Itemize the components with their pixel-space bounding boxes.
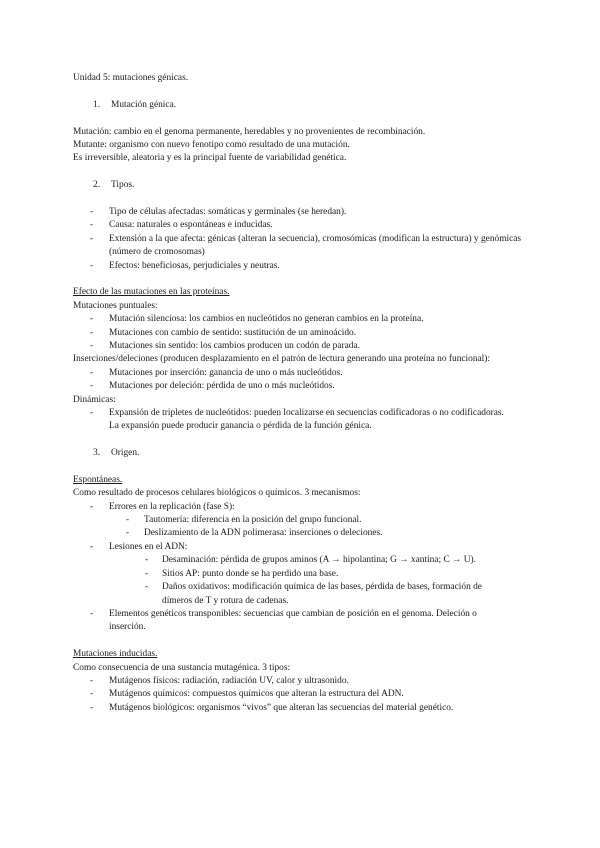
section-heading-2: 2. Tipos. xyxy=(93,180,135,191)
list-item: - Elementos genéticos transponibles: secuencias que cambian de posición en el genoma. Deleción o inserción. xyxy=(90,608,477,633)
section-heading-1: 1. Mutación génica. xyxy=(93,99,177,110)
section-heading-3: 3. Origen. xyxy=(93,448,140,459)
group-label: Como resultado de procesos celulares biológicos o químicos. 3 mecanismos: xyxy=(73,488,361,499)
list-item: - Causa: naturales o espontáneas e inducidas. xyxy=(90,220,273,231)
list-item: - Expansión de tripletes de nucleótidos: pueden localizarse en secuencias codificadoras o no codificadoras. La expansión puede producir ganancia o pérdida de la función génica. xyxy=(90,407,504,432)
subsection-heading: Mutaciones inducidas. xyxy=(73,649,158,660)
sub-list-item: - Deslizamiento de la ADN polimerasa: inserciones o deleciones. xyxy=(126,528,383,539)
group-label: Inserciones/deleciones (producen desplazamiento en el patrón de lectura generando una proteína no funcional): xyxy=(73,354,491,365)
list-item: - Errores en la replicación (fase S): xyxy=(90,501,235,512)
list-item: - Efectos: beneficiosas, perjudiciales y neutras. xyxy=(90,260,280,271)
list-item: - Mutación silenciosa: los cambios en nucleótidos no generan cambios en la proteína. xyxy=(90,314,424,325)
list-item: - Mutaciones por deleción: pérdida de uno o más nucleótidos. xyxy=(90,381,335,392)
list-item: - Mutágenos físicos: radiación, radiación UV, calor y ultrasonido. xyxy=(90,675,349,686)
group-label: Dinámicas: xyxy=(73,394,116,405)
sub-list-item: - Desaminación: pérdida de grupos aminos (A → hipolantina; G → xantina; C → U). xyxy=(145,555,477,566)
group-label: Mutaciones puntuales: xyxy=(73,300,158,311)
group-label: Como consecuencia de una sustancia mutagénica. 3 tipos: xyxy=(73,662,291,673)
sub-list-item: - Sitios AP: punto donde se ha perdido una base. xyxy=(145,568,339,579)
subsection-heading: Efecto de las mutaciones en las proteínas. xyxy=(73,287,230,298)
definition-line: Mutación: cambio en el genoma permanente, heredables y no provenientes de recombinación. xyxy=(73,126,426,137)
sub-list-item: - Daños oxidativos: modificación química de las bases, pérdida de bases, formación de dímeros de T y rotura de cadenas. xyxy=(145,582,482,606)
list-item: - Lesiones en el ADN: xyxy=(90,541,188,552)
subsection-heading: Espontáneas. xyxy=(73,474,123,485)
sub-list-item: - Tautomería: diferencia en la posición del grupo funcional. xyxy=(126,515,362,526)
list-item: - Mutaciones sin sentido: los cambios producen un codón de parada. xyxy=(90,340,360,351)
list-item: - Mutaciones por inserción: ganancia de uno o más nucleótidos. xyxy=(90,367,343,378)
definition-line: Mutante: organismo con nuevo fenotipo como resultado de una mutación. xyxy=(73,139,350,150)
list-item: - Extensión a la que afecta: génicas (alteran la secuencia), cromosómicas (modifican la estructura) y genómicas (número de cromosomas) xyxy=(90,233,522,258)
list-item: - Mutágenos químicos: compuestos químicos que alteran la estructura del ADN. xyxy=(90,689,404,700)
list-item: - Mutágenos biológicos: organismos “vivos” que alteran las secuencias del material genético. xyxy=(90,702,454,713)
document-page xyxy=(73,72,533,715)
list-item: - Tipo de células afectadas: somáticas y germinales (se heredan). xyxy=(90,206,347,217)
definition-line: Es irreversible, aleatoria y es la principal fuente de variabilidad genética. xyxy=(73,153,347,164)
list-item: - Mutaciones con cambio de sentido: sustitución de un aminoácido. xyxy=(90,327,357,338)
document-title: Unidad 5: mutaciones génicas. xyxy=(73,73,189,83)
